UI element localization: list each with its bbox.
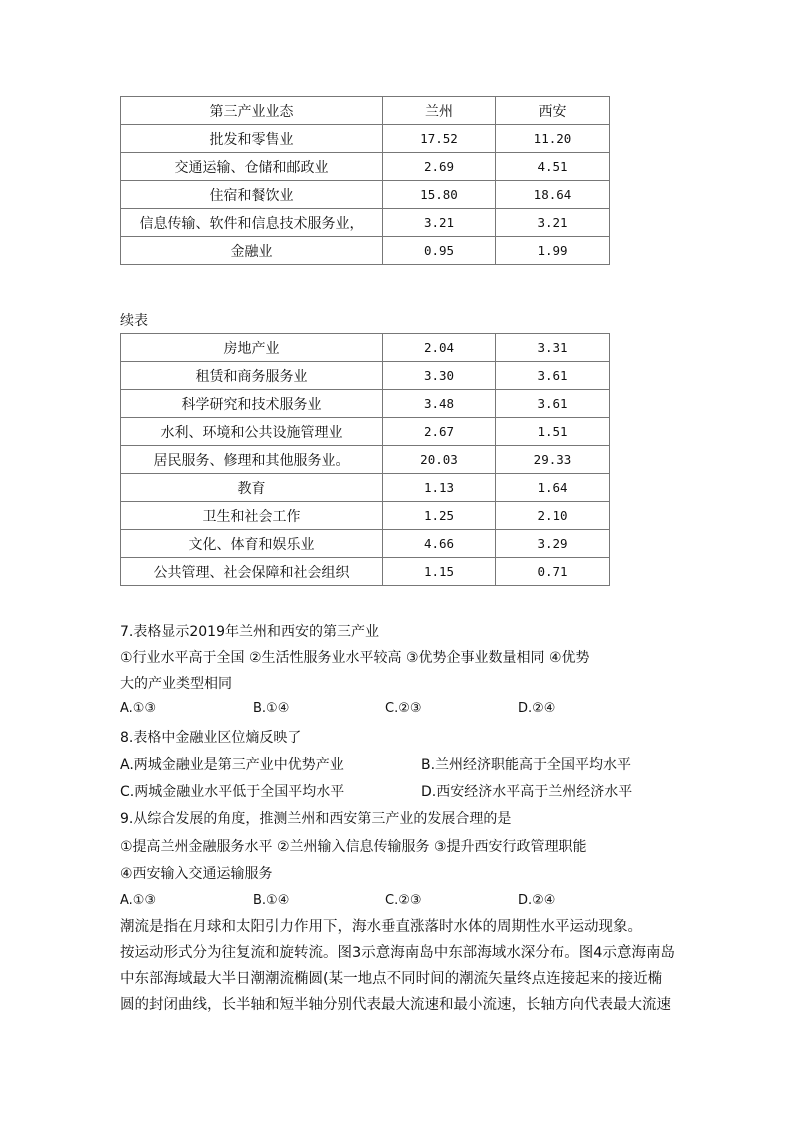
lanzhou-value: 4.66 bbox=[383, 530, 496, 558]
industry-cell: 房地产业 bbox=[121, 334, 383, 362]
question-9-statements-line1: ①提高兰州金融服务水平 ②兰州输入信息传输服务 ③提升西安行政管理职能 bbox=[120, 839, 587, 855]
continuation-label: 续表 bbox=[120, 313, 148, 329]
xian-value: 11.20 bbox=[496, 125, 610, 153]
table-row bbox=[121, 362, 610, 390]
table-row bbox=[121, 446, 610, 474]
table-row bbox=[121, 530, 610, 558]
xian-value: 1.99 bbox=[496, 237, 610, 265]
xian-value: 29.33 bbox=[496, 446, 610, 474]
header-xian: 西安 bbox=[496, 97, 610, 125]
option-c: C.②③ bbox=[385, 893, 422, 908]
lanzhou-value: 20.03 bbox=[383, 446, 496, 474]
lanzhou-value: 2.69 bbox=[383, 153, 496, 181]
industry-cell: 卫生和社会工作 bbox=[121, 502, 383, 530]
lanzhou-value: 2.04 bbox=[383, 334, 496, 362]
passage-line: 中东部海域最大半日潮潮流椭圆(某一地点不同时间的潮流矢量终点连接起来的接近椭 bbox=[120, 971, 663, 987]
xian-value: 1.64 bbox=[496, 474, 610, 502]
industry-cell: 居民服务、修理和其他服务业。 bbox=[121, 446, 383, 474]
table-row bbox=[121, 390, 610, 418]
xian-value: 4.51 bbox=[496, 153, 610, 181]
lanzhou-value: 1.13 bbox=[383, 474, 496, 502]
lanzhou-value: 0.95 bbox=[383, 237, 496, 265]
table-row bbox=[121, 153, 610, 181]
xian-value: 18.64 bbox=[496, 181, 610, 209]
table-row bbox=[121, 418, 610, 446]
industry-cell: 租赁和商务服务业 bbox=[121, 362, 383, 390]
xian-value: 3.21 bbox=[496, 209, 610, 237]
industry-cell: 科学研究和技术服务业 bbox=[121, 390, 383, 418]
passage-line: 按运动形式分为往复流和旋转流。图3示意海南岛中东部海域水深分布。图4示意海南岛 bbox=[120, 945, 675, 961]
industry-cell: 信息传输、软件和信息技术服务业， bbox=[121, 209, 383, 237]
industry-cell: 公共管理、社会保障和社会组织 bbox=[121, 558, 383, 586]
xian-value: 3.61 bbox=[496, 362, 610, 390]
question-8-stem: 8.表格中金融业区位熵反映了 bbox=[120, 730, 302, 746]
xian-value: 0.71 bbox=[496, 558, 610, 586]
header-lanzhou: 兰州 bbox=[383, 97, 496, 125]
passage-line: 潮流是指在月球和太阳引力作用下，海水垂直涨落时水体的周期性水平运动现象。 bbox=[120, 919, 642, 935]
industry-cell: 文化、体育和娱乐业 bbox=[121, 530, 383, 558]
table-row bbox=[121, 558, 610, 586]
question-9-stem: 9.从综合发展的角度，推测兰州和西安第三产业的发展合理的是 bbox=[120, 811, 512, 827]
option-b: B.①④ bbox=[253, 701, 290, 716]
xian-value: 3.29 bbox=[496, 530, 610, 558]
table-row bbox=[121, 237, 610, 265]
xian-value: 3.31 bbox=[496, 334, 610, 362]
table-row bbox=[121, 502, 610, 530]
lanzhou-value: 2.67 bbox=[383, 418, 496, 446]
lanzhou-value: 1.25 bbox=[383, 502, 496, 530]
lanzhou-value: 17.52 bbox=[383, 125, 496, 153]
industry-cell: 教育 bbox=[121, 474, 383, 502]
passage-line: 圆的封闭曲线，长半轴和短半轴分别代表最大流速和最小流速，长轴方向代表最大流速 bbox=[120, 997, 671, 1013]
lanzhou-value: 1.15 bbox=[383, 558, 496, 586]
table-header-row bbox=[121, 97, 610, 125]
table-row bbox=[121, 125, 610, 153]
option-b: B.①④ bbox=[253, 893, 290, 908]
industry-cell: 交通运输、仓储和邮政业 bbox=[121, 153, 383, 181]
tertiary-industry-table-continued bbox=[120, 333, 610, 586]
industry-cell: 水利、环境和公共设施管理业 bbox=[121, 418, 383, 446]
xian-value: 3.61 bbox=[496, 390, 610, 418]
header-industry: 第三产业业态 bbox=[121, 97, 383, 125]
lanzhou-value: 3.30 bbox=[383, 362, 496, 390]
tertiary-industry-table bbox=[120, 96, 610, 265]
industry-cell: 批发和零售业 bbox=[121, 125, 383, 153]
question-7-stem: 7.表格显示2019年兰州和西安的第三产业 bbox=[120, 624, 379, 640]
question-7-statements-line1: ①行业水平高于全国 ②生活性服务业水平较高 ③优势企事业数量相同 ④优势 bbox=[120, 650, 590, 666]
question-9-statements-line2: ④西安输入交通运输服务 bbox=[120, 866, 273, 882]
xian-value: 2.10 bbox=[496, 502, 610, 530]
option-a: A.①③ bbox=[120, 893, 157, 908]
lanzhou-value: 3.48 bbox=[383, 390, 496, 418]
table-row bbox=[121, 474, 610, 502]
industry-cell: 住宿和餐饮业 bbox=[121, 181, 383, 209]
table-row bbox=[121, 209, 610, 237]
option-d: D.②④ bbox=[518, 893, 556, 908]
tidal-current-passage bbox=[120, 914, 675, 1018]
xian-value: 1.51 bbox=[496, 418, 610, 446]
lanzhou-value: 15.80 bbox=[383, 181, 496, 209]
option-b: B.兰州经济职能高于全国平均水平 bbox=[421, 757, 632, 773]
option-d: D.②④ bbox=[518, 701, 556, 716]
option-c: C.②③ bbox=[385, 701, 422, 716]
table-row bbox=[121, 334, 610, 362]
option-c: C.两城金融业水平低于全国平均水平 bbox=[120, 784, 345, 800]
question-7-statements-line2: 大的产业类型相同 bbox=[120, 676, 232, 692]
option-d: D.西安经济水平高于兰州经济水平 bbox=[421, 784, 633, 800]
option-a: A.①③ bbox=[120, 701, 157, 716]
lanzhou-value: 3.21 bbox=[383, 209, 496, 237]
industry-cell: 金融业 bbox=[121, 237, 383, 265]
option-a: A.两城金融业是第三产业中优势产业 bbox=[120, 757, 344, 773]
table-row bbox=[121, 181, 610, 209]
